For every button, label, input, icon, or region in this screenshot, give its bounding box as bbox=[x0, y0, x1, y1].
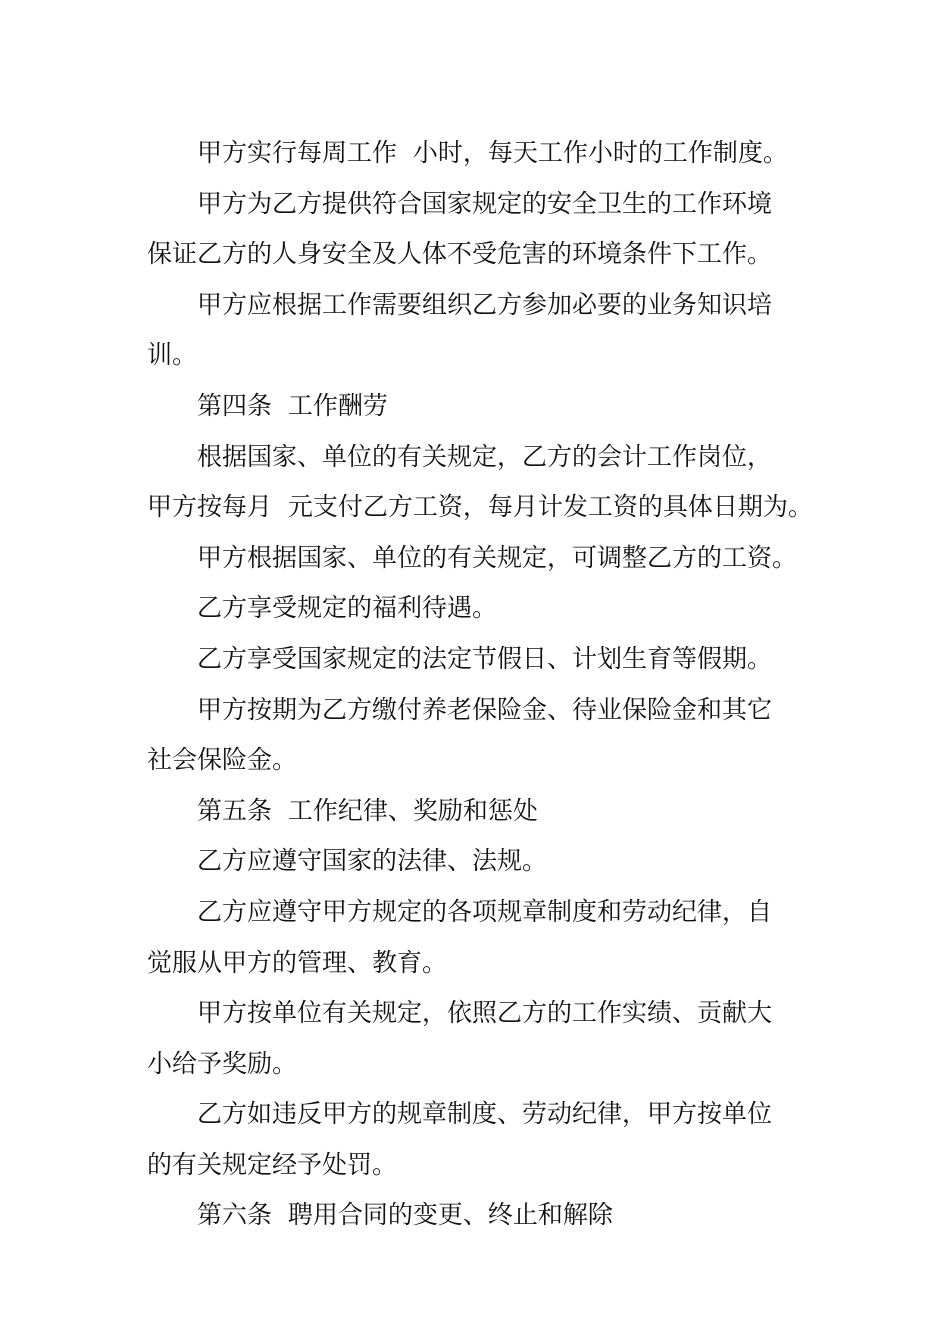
paragraph-line: 乙方享受规定的福利待遇。 bbox=[197, 593, 498, 623]
paragraph-line: 训。 bbox=[147, 340, 198, 370]
paragraph-line: 根据国家、单位的有关规定，乙方的会计工作岗位， bbox=[197, 441, 773, 471]
article-heading: 第六条 聘用合同的变更、终止和解除 bbox=[197, 1200, 613, 1230]
article-heading: 第五条 工作纪律、奖励和惩处 bbox=[197, 795, 538, 825]
paragraph-line: 小给予奖励。 bbox=[147, 1048, 298, 1078]
paragraph-line: 乙方如违反甲方的规章制度、劳动纪律，甲方按单位 bbox=[197, 1099, 773, 1129]
paragraph-line: 甲方按期为乙方缴付养老保险金、待业保险金和其它 bbox=[197, 694, 773, 724]
paragraph-line: 的有关规定经予处罚。 bbox=[147, 1149, 398, 1179]
paragraph-line: 乙方应遵守国家的法律、法规。 bbox=[197, 846, 548, 876]
paragraph-line: 觉服从甲方的管理、教育。 bbox=[147, 947, 448, 977]
paragraph-line: 甲方按单位有关规定，依照乙方的工作实绩、贡献大 bbox=[197, 998, 773, 1028]
paragraph-line: 乙方享受国家规定的法定节假日、计划生育等假期。 bbox=[197, 643, 773, 673]
paragraph-line: 乙方应遵守甲方规定的各项规章制度和劳动纪律，自 bbox=[197, 896, 773, 926]
paragraph-line: 甲方按每月 元支付乙方工资，每月计发工资的具体日期为。 bbox=[147, 492, 813, 522]
paragraph-line: 甲方应根据工作需要组织乙方参加必要的业务知识培 bbox=[197, 289, 773, 319]
document-body bbox=[147, 128, 813, 1241]
paragraph-line: 甲方根据国家、单位的有关规定，可调整乙方的工资。 bbox=[197, 542, 798, 572]
paragraph-line: 甲方实行每周工作 小时，每天工作小时的工作制度。 bbox=[197, 138, 788, 167]
paragraph-line: 社会保险金。 bbox=[147, 745, 298, 775]
article-heading: 第四条 工作酬劳 bbox=[197, 390, 388, 420]
paragraph-line: 保证乙方的人身安全及人体不受危害的环境条件下工作。 bbox=[147, 239, 773, 269]
paragraph-line: 甲方为乙方提供符合国家规定的安全卫生的工作环境 bbox=[197, 188, 773, 218]
